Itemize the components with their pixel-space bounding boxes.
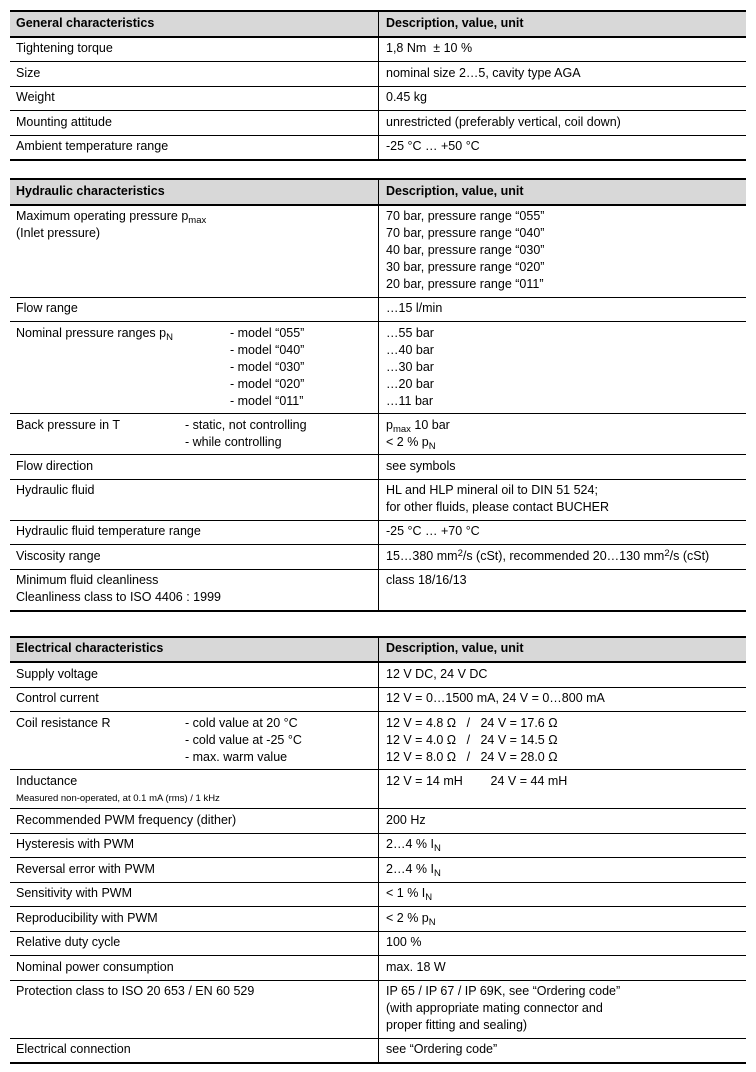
row-label-cell	[10, 38, 378, 62]
row-sublabel-line: - model “055”	[230, 325, 305, 340]
row-value-line: class 18/16/13	[386, 573, 467, 587]
row-value-line: …40 bar	[386, 342, 434, 357]
row-label-line: Tightening torque	[16, 41, 113, 55]
row-label-line: Weight	[16, 90, 55, 104]
row-values	[378, 206, 746, 297]
row-value-line: -25 °C … +50 °C	[386, 139, 480, 153]
row-value-line: 70 bar, pressure range “040”	[386, 226, 545, 240]
table-title: Electrical characteristics	[16, 641, 164, 655]
row-value-line: 15…380 $mm^2/s$ (cSt), recommended 20…130 $mm^2/s$ (cSt)	[386, 547, 710, 563]
row-value-line: …30 bar	[386, 359, 434, 374]
row-sublabel-line: - model “011”	[230, 393, 304, 408]
row-value-line: …11 bar	[386, 393, 434, 408]
table-body	[10, 663, 746, 1062]
row-values	[378, 455, 746, 479]
row-sublabel-line: - model “040”	[230, 342, 305, 357]
row-value-line: 12 V = 8.0 Ω / 24 V = 28.0 Ω	[386, 749, 558, 764]
row-value-line: 12 V = 0…1500 mA, 24 V = 0…800 mA	[386, 691, 605, 705]
row-values	[378, 981, 746, 1038]
row-label	[16, 959, 370, 976]
row-sublabel-line: - model “020”	[230, 376, 305, 391]
row-label-line: Back pressure in T	[16, 417, 120, 432]
table-row	[10, 322, 746, 414]
row-values	[378, 688, 746, 712]
row-value-line: unrestricted (preferably vertical, coil down)	[386, 114, 621, 129]
row-label-cell	[10, 956, 378, 980]
row-label-line: Hydraulic fluid	[16, 483, 95, 497]
row-label-line: Viscosity range	[16, 548, 101, 563]
table-header-row	[10, 180, 746, 206]
row-sublabel-line: - while controlling	[185, 434, 282, 449]
row-values	[378, 712, 746, 769]
row-values	[378, 480, 746, 520]
row-values	[378, 956, 746, 980]
row-value-line: max. 18 W	[386, 959, 446, 974]
row-label-line: Cleanliness class to ISO 4406 : 1999	[16, 590, 221, 604]
row-values	[378, 663, 746, 687]
row-label-line: Relative duty cycle	[16, 935, 121, 949]
row-value-line: …55 bar	[386, 325, 434, 340]
table-body	[10, 38, 746, 160]
row-value-line: …20 bar	[386, 376, 434, 391]
row-label	[16, 40, 370, 57]
row-label	[16, 572, 370, 606]
row-label-line: Minimum fluid cleanliness	[16, 573, 159, 587]
row-label-cell	[10, 545, 378, 569]
row-label-cell	[10, 834, 378, 858]
value-column-header: Description, value, unit	[378, 180, 746, 204]
row-values	[378, 38, 746, 62]
row-value-line: 0.45 kg	[386, 90, 428, 104]
row-label-cell	[10, 883, 378, 907]
row-label-cell	[10, 521, 378, 545]
row-sublabel-line: - model “030”	[230, 359, 305, 374]
row-label	[16, 65, 370, 82]
table-header-row	[10, 638, 746, 664]
table-row	[10, 570, 746, 610]
row-label	[16, 548, 370, 565]
table-row	[10, 480, 746, 521]
row-value-line: see symbols	[386, 458, 456, 473]
table-body	[10, 206, 746, 610]
row-label-line: Control current	[16, 691, 99, 705]
row-label	[16, 934, 370, 951]
row-label-cell	[10, 570, 378, 610]
row-values	[378, 298, 746, 322]
table-title: Hydraulic characteristics	[16, 183, 165, 198]
row-note: Measured non-operated, at 0.1 mA (rms) / 1 kHz	[16, 792, 220, 804]
table-row	[10, 414, 746, 455]
row-label-cell	[10, 712, 378, 769]
row-label-cell	[10, 62, 378, 86]
row-label-line: Supply voltage	[16, 666, 99, 681]
row-label	[16, 861, 370, 878]
row-value-line: 12 V DC, 24 V DC	[386, 666, 488, 681]
row-label-cell	[10, 414, 378, 454]
row-sublabel-line: - max. warm value	[185, 749, 288, 764]
table-row	[10, 298, 746, 323]
row-label	[16, 89, 370, 106]
row-values	[378, 414, 746, 454]
table-header-row	[10, 12, 746, 38]
row-label-cell	[10, 1039, 378, 1063]
table-row	[10, 858, 746, 883]
row-values	[378, 111, 746, 135]
row-label-line: Ambient temperature range	[16, 139, 169, 153]
row-sublabel-line: - static, not controlling	[185, 417, 307, 432]
row-label-line: (Inlet pressure)	[16, 226, 101, 240]
row-label	[16, 812, 370, 829]
row-label-cell	[10, 455, 378, 479]
row-value-line: for other fluids, please contact BUCHER	[386, 500, 610, 514]
table-row	[10, 1039, 746, 1063]
row-label-line: Reversal error with PWM	[16, 861, 155, 876]
row-label-cell	[10, 298, 378, 322]
table-row	[10, 883, 746, 908]
row-label	[16, 482, 370, 499]
row-value-line: 2…4 % $I_N$	[386, 837, 441, 854]
row-label	[16, 773, 370, 790]
row-label-cell	[10, 206, 378, 297]
row-values	[378, 770, 746, 808]
table-row	[10, 688, 746, 713]
table-row	[10, 38, 746, 63]
value-column-header: Description, value, unit	[378, 12, 746, 36]
table-row	[10, 545, 746, 570]
row-value-line: 200 Hz	[386, 812, 426, 827]
table-row	[10, 521, 746, 546]
row-value-line: 12 V = 4.0 Ω / 24 V = 14.5 Ω	[386, 732, 558, 747]
row-sublabels	[230, 325, 304, 410]
row-label-line: Nominal pressure ranges $p_N$	[16, 325, 173, 343]
table-row	[10, 809, 746, 834]
row-label-line: Coil resistance R	[16, 715, 111, 730]
row-label-cell	[10, 809, 378, 833]
row-value-line: HL and HLP mineral oil to DIN 51 524;	[386, 483, 598, 497]
row-values	[378, 62, 746, 86]
value-column-header: Description, value, unit	[378, 638, 746, 662]
row-label-cell	[10, 981, 378, 1038]
table-row	[10, 956, 746, 981]
table-title: General characteristics	[16, 15, 155, 30]
row-label-line: Flow direction	[16, 458, 94, 473]
row-label	[16, 208, 370, 242]
row-value-line: < 2 % $p_N$	[386, 434, 436, 452]
row-value-line: 40 bar, pressure range “030”	[386, 243, 545, 257]
table-row	[10, 712, 746, 770]
row-value-line: < 1 % $I_N$	[386, 886, 433, 903]
row-label	[16, 910, 370, 927]
row-values	[378, 570, 746, 610]
table-general	[10, 10, 746, 161]
row-sublabel-line: - cold value at 20 °C	[185, 715, 298, 730]
row-label-cell	[10, 663, 378, 687]
row-value-line: 30 bar, pressure range “020”	[386, 260, 545, 274]
row-label-line: Inductance	[16, 773, 78, 788]
row-value-line: 100 %	[386, 935, 422, 949]
row-values	[378, 1039, 746, 1063]
row-values	[378, 545, 746, 569]
row-value-line: (with appropriate mating connector and	[386, 1001, 603, 1015]
row-label	[16, 885, 370, 902]
table-hydraulic	[10, 178, 746, 612]
row-value-line: $p_{max}$ 10 bar	[386, 417, 450, 435]
row-label-cell	[10, 770, 378, 808]
row-value-line: …15 l/min	[386, 301, 443, 315]
row-value-line: 12 V = 4.8 Ω / 24 V = 17.6 Ω	[386, 715, 558, 730]
table-row	[10, 62, 746, 87]
table-electrical	[10, 636, 746, 1065]
row-value-line: nominal size 2…5, cavity type AGA	[386, 65, 581, 80]
table-row	[10, 455, 746, 480]
row-values	[378, 136, 746, 160]
table-row	[10, 136, 746, 160]
row-label	[16, 114, 370, 131]
row-value-line: -25 °C … +70 °C	[386, 524, 480, 538]
table-row	[10, 87, 746, 112]
row-values	[378, 858, 746, 882]
table-row	[10, 111, 746, 136]
row-label-line: Electrical connection	[16, 1042, 131, 1056]
table-row	[10, 770, 746, 809]
row-value-line: 1,8 Nm ± 10 %	[386, 41, 473, 55]
row-label-line: Sensitivity with PWM	[16, 886, 132, 900]
table-row	[10, 834, 746, 859]
row-label	[16, 138, 370, 155]
row-label-line: Flow range	[16, 301, 78, 315]
row-value-line: 12 V = 14 mH 24 V = 44 mH	[386, 773, 568, 788]
row-value-line: IP 65 / IP 67 / IP 69K, see “Ordering code”	[386, 984, 621, 998]
row-values	[378, 322, 746, 413]
row-values	[378, 809, 746, 833]
row-label	[16, 983, 370, 1000]
row-label-cell	[10, 322, 378, 413]
row-label-line: Size	[16, 65, 41, 80]
row-sublabels	[185, 715, 302, 766]
row-values	[378, 87, 746, 111]
row-label-cell	[10, 932, 378, 956]
row-label	[16, 1041, 370, 1058]
row-value-line: 20 bar, pressure range “011”	[386, 277, 544, 291]
row-label	[16, 300, 370, 317]
row-label	[16, 836, 370, 853]
row-label-cell	[10, 907, 378, 931]
row-label-cell	[10, 480, 378, 520]
row-label-line: Maximum operating pressure $p_{max}$	[16, 209, 207, 226]
row-label-cell	[10, 87, 378, 111]
row-label-line: Nominal power consumption	[16, 959, 174, 974]
row-values	[378, 834, 746, 858]
row-value-line: proper fitting and sealing)	[386, 1018, 528, 1032]
row-sublabel-line: - cold value at -25 °C	[185, 732, 302, 747]
row-label	[16, 666, 370, 683]
row-label-cell	[10, 688, 378, 712]
row-label	[16, 523, 370, 540]
table-row	[10, 907, 746, 932]
row-sublabels	[185, 417, 307, 451]
row-label-cell	[10, 111, 378, 135]
row-label-line: Recommended PWM frequency (dither)	[16, 812, 237, 827]
row-value-line: see “Ordering code”	[386, 1042, 498, 1056]
row-label-line: Hysteresis with PWM	[16, 837, 135, 851]
row-label	[16, 458, 370, 475]
row-label	[16, 325, 370, 342]
row-label-line: Hydraulic fluid temperature range	[16, 524, 201, 538]
row-values	[378, 932, 746, 956]
table-row	[10, 206, 746, 298]
row-value-line: 70 bar, pressure range “055”	[386, 209, 545, 223]
row-values	[378, 907, 746, 931]
row-label-line: Protection class to ISO 20 653 / EN 60 529	[16, 984, 255, 998]
row-value-line: < 2 % $p_N$	[386, 910, 436, 928]
row-values	[378, 883, 746, 907]
row-label-line: Mounting attitude	[16, 114, 112, 129]
row-values	[378, 521, 746, 545]
table-row	[10, 663, 746, 688]
table-row	[10, 932, 746, 957]
row-label	[16, 690, 370, 707]
table-row	[10, 981, 746, 1039]
row-value-line: 2…4 % $I_N$	[386, 861, 441, 879]
row-label-cell	[10, 136, 378, 160]
row-label-cell	[10, 858, 378, 882]
row-label-line: Reproducibility with PWM	[16, 910, 158, 925]
